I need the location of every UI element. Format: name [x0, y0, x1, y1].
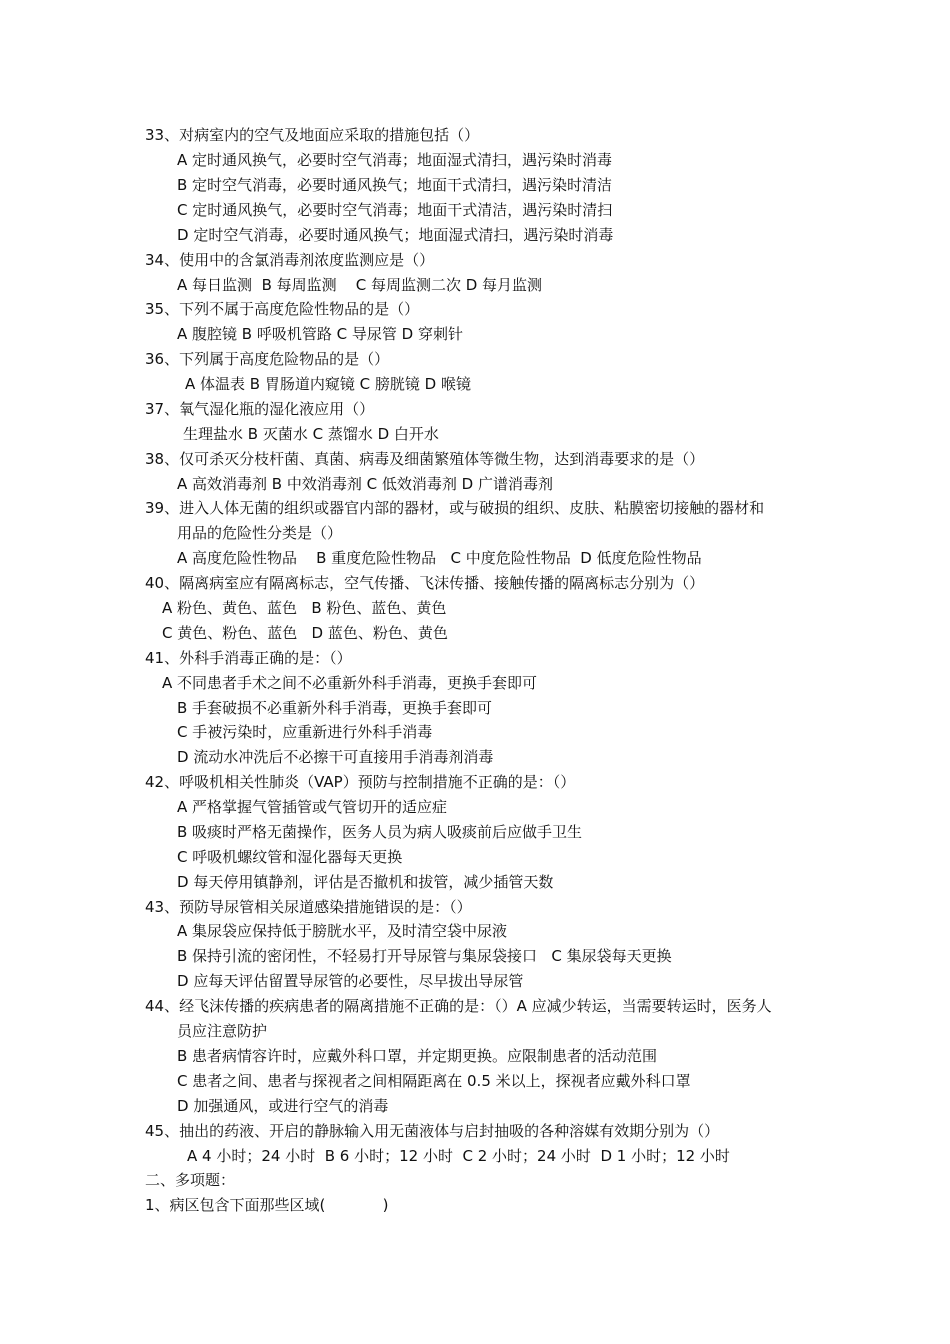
question-33-stem: 33、对病室内的空气及地面应采取的措施包括（）: [145, 126, 480, 144]
question-36-options: A 体温表 B 胃肠道内窥镜 C 膀胱镜 D 喉镜: [185, 375, 471, 393]
question-43-stem: 43、预防导尿管相关尿道感染措施错误的是：（）: [145, 898, 472, 916]
question-35-options: A 腹腔镜 B 呼吸机管路 C 导尿管 D 穿刺针: [177, 325, 463, 343]
section-heading-multiple-choice: 二、多项题：: [145, 1171, 236, 1189]
question-36-stem: 36、下列属于高度危险物品的是（）: [145, 350, 390, 368]
question-42-stem: 42、呼吸机相关性肺炎（VAP）预防与控制措施不正确的是：（）: [145, 773, 576, 791]
question-40-options-cd: C 黄色、粉色、蓝色 D 蓝色、粉色、黄色: [162, 624, 448, 642]
question-33-option-b: B 定时空气消毒，必要时通风换气；地面干式清扫，遇污染时清洁: [177, 176, 613, 194]
question-41-option-b: B 手套破损不必重新外科手消毒，更换手套即可: [177, 699, 493, 717]
question-40-options-ab: A 粉色、黄色、蓝色 B 粉色、蓝色、黄色: [162, 599, 447, 617]
question-35-stem: 35、下列不属于高度危险性物品的是（）: [145, 300, 420, 318]
question-39-options: A 高度危险性物品 B 重度危险性物品 C 中度危险性物品 D 低度危险性物品: [177, 549, 702, 567]
question-40-stem: 40、隔离病室应有隔离标志，空气传播、飞沫传播、接触传播的隔离标志分别为（）: [145, 574, 705, 592]
question-44-option-d: D 加强通风，或进行空气的消毒: [177, 1097, 389, 1115]
question-45-options: A 4 小时；24 小时 B 6 小时；12 小时 C 2 小时；24 小时 D 1 小时；12 小时: [187, 1147, 730, 1165]
question-44-stem: 44、经飞沫传播的疾病患者的隔离措施不正确的是：（）A 应减少转运，当需要转运时，医务人: [145, 997, 772, 1015]
question-33-option-d: D 定时空气消毒，必要时通风换气；地面湿式清扫，遇污染时消毒: [177, 226, 614, 244]
question-34-stem: 34、使用中的含氯消毒剂浓度监测应是（）: [145, 251, 435, 269]
multi-question-1-stem: 1、病区包含下面那些区域( ): [145, 1196, 389, 1214]
question-42-option-c: C 呼吸机螺纹管和湿化器每天更换: [177, 848, 403, 866]
question-37-options: 生理盐水 B 灭菌水 C 蒸馏水 D 白开水: [183, 425, 439, 443]
question-38-stem: 38、仅可杀灭分枝杆菌、真菌、病毒及细菌繁殖体等微生物，达到消毒要求的是（）: [145, 450, 705, 468]
question-44-option-c: C 患者之间、患者与探视者之间相隔距离在 0.5 米以上，探视者应戴外科口罩: [177, 1072, 691, 1090]
question-43-option-bc: B 保持引流的密闭性，不轻易打开导尿管与集尿袋接口 C 集尿袋每天更换: [177, 947, 672, 965]
question-37-stem: 37、氧气湿化瓶的湿化液应用（）: [145, 400, 375, 418]
question-43-option-a: A 集尿袋应保持低于膀胱水平，及时清空袋中尿液: [177, 922, 508, 940]
question-45-stem: 45、抽出的药液、开启的静脉输入用无菌液体与启封抽吸的各种溶媒有效期分别为（）: [145, 1122, 720, 1140]
question-41-stem: 41、外科手消毒正确的是：（）: [145, 649, 352, 667]
question-42-option-a: A 严格掌握气管插管或气管切开的适应症: [177, 798, 448, 816]
question-42-option-b: B 吸痰时严格无菌操作，医务人员为病人吸痰前后应做手卫生: [177, 823, 583, 841]
question-44-stem-cont: 员应注意防护: [177, 1022, 268, 1040]
question-41-option-a: A 不同患者手术之间不必重新外科手消毒，更换手套即可: [162, 674, 538, 692]
question-41-option-d: D 流动水冲洗后不必擦干可直接用手消毒剂消毒: [177, 748, 494, 766]
question-39-stem: 39、进入人体无菌的组织或器官内部的器材，或与破损的组织、皮肤、粘膜密切接触的器材和: [145, 499, 765, 517]
question-43-option-d: D 应每天评估留置导尿管的必要性，尽早拔出导尿管: [177, 972, 524, 990]
question-33-option-a: A 定时通风换气，必要时空气消毒；地面湿式清扫，遇污染时消毒: [177, 151, 613, 169]
question-38-options: A 高效消毒剂 B 中效消毒剂 C 低效消毒剂 D 广谱消毒剂: [177, 475, 553, 493]
question-39-stem-cont: 用品的危险性分类是（）: [177, 524, 343, 542]
question-34-options: A 每日监测 B 每周监测 C 每周监测二次 D 每月监测: [177, 276, 543, 294]
question-42-option-d: D 每天停用镇静剂，评估是否撤机和拔管，减少插管天数: [177, 873, 554, 891]
question-33-option-c: C 定时通风换气，必要时空气消毒；地面干式清洁，遇污染时清扫: [177, 201, 613, 219]
question-41-option-c: C 手被污染时，应重新进行外科手消毒: [177, 723, 433, 741]
question-44-option-b: B 患者病情容许时，应戴外科口罩，并定期更换。应限制患者的活动范围: [177, 1047, 658, 1065]
